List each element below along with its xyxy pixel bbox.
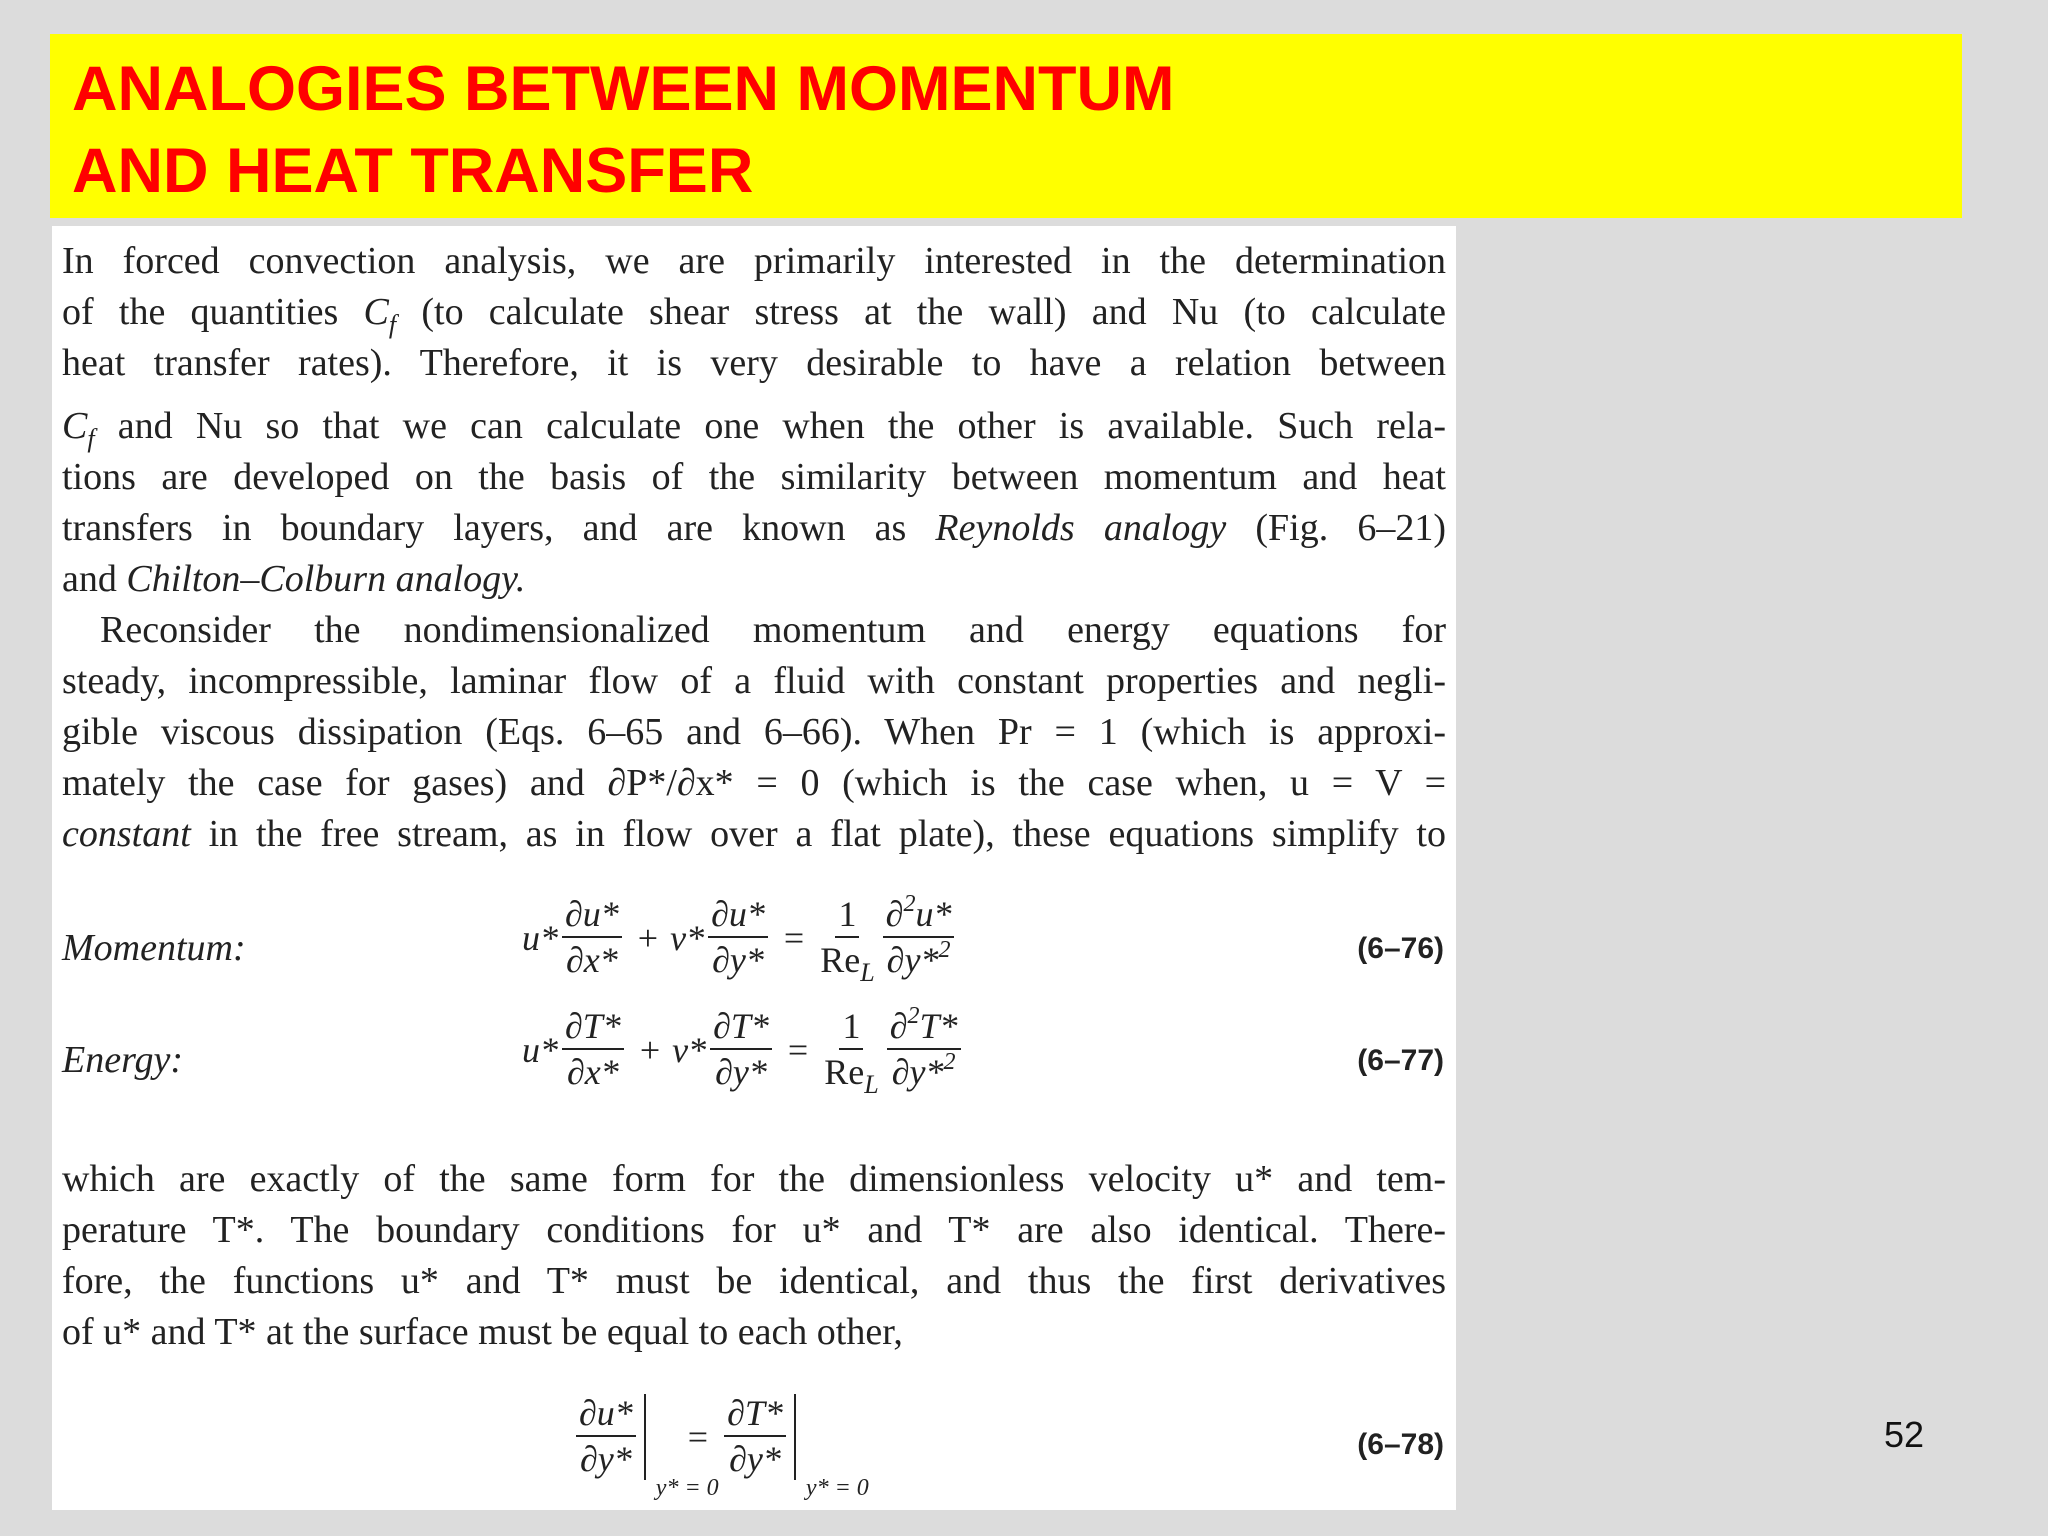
paragraph-1-line-5: tions are developed on the basis of the similarity between momentum and heat [62, 456, 1446, 498]
d2u-dy2-fraction [883, 891, 955, 980]
re-subscript: L [860, 957, 875, 987]
re-symbol: Re [820, 939, 861, 980]
du-dy-fraction [708, 896, 768, 980]
cf-subscript: f [388, 310, 397, 339]
page-number: 52 [1883, 1414, 1924, 1455]
cf-subscript: f [87, 424, 95, 453]
equation-number-6-77: (6–77) [1357, 1044, 1444, 1077]
numerator: ∂u* [708, 896, 768, 938]
paragraph-2-line-5 [62, 809, 1446, 860]
paragraph-2-line-1: Reconsider the nondimensionalized momentum and energy equations for [100, 609, 1446, 651]
dy: ∂y* [891, 1051, 944, 1092]
denominator [892, 1050, 956, 1092]
superscript: 2 [938, 936, 951, 963]
text-span: and [62, 558, 127, 600]
paragraph-3-line-4: of u* and T* at the surface must be equal to each other, [62, 1311, 903, 1353]
evaluation-bar [794, 1394, 869, 1501]
re-subscript: L [864, 1069, 879, 1099]
dy: ∂y* [886, 939, 939, 980]
cf-symbol: C [363, 291, 389, 333]
numerator: 1 [839, 1008, 863, 1050]
numerator [883, 891, 955, 938]
paragraph-3-line-3: fore, the functions u* and T* must be identical, and thus the first derivatives [62, 1260, 1446, 1302]
plus-sign: + [639, 1029, 661, 1070]
du-dy-fraction [576, 1395, 636, 1479]
equation-number-6-78: (6–78) [1357, 1428, 1444, 1461]
denominator [820, 938, 875, 987]
dT-dy-fraction [710, 1008, 772, 1092]
slide-title-line-2: AND HEAT TRANSFER [72, 136, 754, 206]
reynolds-analogy-term: Reynolds analogy [935, 507, 1227, 549]
numerator: 1 [835, 896, 859, 938]
energy-equation [522, 1003, 965, 1099]
d2T-dy2-fraction [887, 1003, 961, 1092]
superscript: 2 [943, 1048, 956, 1075]
denominator: ∂y* [712, 939, 764, 980]
denominator: ∂x* [566, 939, 618, 980]
denominator: ∂y* [580, 1439, 632, 1479]
one-over-re-fraction [824, 1006, 879, 1099]
equals-sign: = [783, 917, 805, 958]
denominator: ∂x* [567, 1051, 619, 1092]
dT-dy-fraction [724, 1395, 786, 1479]
evaluation-point: y* = 0 [805, 1475, 869, 1501]
equation-number-6-76: (6–76) [1357, 932, 1444, 965]
du-dx-fraction [562, 896, 622, 980]
denominator: ∂y* [729, 1439, 781, 1479]
t-star: T* [919, 1006, 958, 1046]
cf-symbol: C [62, 405, 88, 447]
paragraph-2-line-2: steady, incompressible, laminar flow of a fluid with constant properties and negli- [62, 660, 1446, 702]
v-star: v* [670, 917, 705, 958]
equals-sign: = [687, 1417, 709, 1457]
denominator [824, 1050, 879, 1099]
derivative-equality-equation [572, 1393, 869, 1501]
numerator: ∂T* [562, 1008, 624, 1050]
text-span: in the free stream, as in flow over a flat plate), these equations simplify to [190, 813, 1446, 855]
u-star: u* [915, 894, 952, 934]
energy-label: Energy: [62, 1039, 183, 1081]
plus-sign: + [637, 917, 659, 958]
partial: ∂ [885, 894, 904, 934]
slide-title-line-1: ANALOGIES BETWEEN MOMENTUM [72, 54, 1175, 124]
v-star: v* [672, 1029, 707, 1070]
equals-sign: = [787, 1029, 809, 1070]
text-span: (to calculate shear stress at the wall) and Nu (to calculate [396, 291, 1446, 333]
re-symbol: Re [824, 1051, 865, 1092]
text-span: and Nu so that we can calculate one when the other is available. Such rela- [94, 405, 1446, 447]
numerator [887, 1003, 961, 1050]
u-star: u* [522, 917, 558, 958]
chilton-colburn-term: Chilton–Colburn analogy. [126, 558, 526, 600]
partial: ∂ [889, 1006, 908, 1046]
paragraph-3-line-1: which are exactly of the same form for the dimensionless velocity u* and tem- [62, 1158, 1446, 1200]
paragraph-2-line-4: mately the case for gases) and ∂P*/∂x* = 0 (which is the case when, u = V = [62, 762, 1446, 804]
title-band [50, 34, 1962, 218]
denominator: ∂y* [715, 1051, 767, 1092]
paragraph-1-line-6 [62, 503, 1446, 554]
superscript: 2 [907, 1003, 920, 1029]
momentum-equation [522, 891, 958, 987]
textbook-excerpt [52, 226, 1456, 1510]
paragraph-1-line-3: heat transfer rates). Therefore, it is very desirable to have a relation between [62, 342, 1446, 384]
text-span: of the quantities [62, 291, 364, 333]
paragraph-1-line-2 [62, 287, 1446, 338]
one-over-re-fraction [820, 894, 875, 987]
paragraph-3-line-2: perature T*. The boundary conditions for u* and T* are also identical. There- [62, 1209, 1446, 1251]
numerator: ∂T* [724, 1395, 786, 1437]
numerator: ∂u* [576, 1395, 636, 1437]
numerator: ∂u* [562, 896, 622, 938]
paragraph-2-line-3: gible viscous dissipation (Eqs. 6–65 and 6–66). When Pr = 1 (which is approxi- [62, 711, 1446, 753]
text-span: transfers in boundary layers, and are known as [62, 507, 936, 549]
constant-term: constant [62, 813, 191, 855]
paragraph-1-line-1: In forced convection analysis, we are primarily interested in the determination [62, 240, 1446, 282]
evaluation-point: y* = 0 [655, 1475, 719, 1501]
dT-dx-fraction [562, 1008, 624, 1092]
u-star: u* [522, 1029, 558, 1070]
paragraph-1-line-4 [62, 401, 1446, 452]
denominator [887, 938, 951, 980]
superscript: 2 [903, 891, 916, 917]
evaluation-bar [644, 1394, 719, 1501]
numerator: ∂T* [710, 1008, 772, 1050]
figure-reference: (Fig. 6–21) [1226, 507, 1446, 549]
momentum-label: Momentum: [62, 927, 246, 969]
paragraph-1-line-7 [62, 554, 1446, 605]
